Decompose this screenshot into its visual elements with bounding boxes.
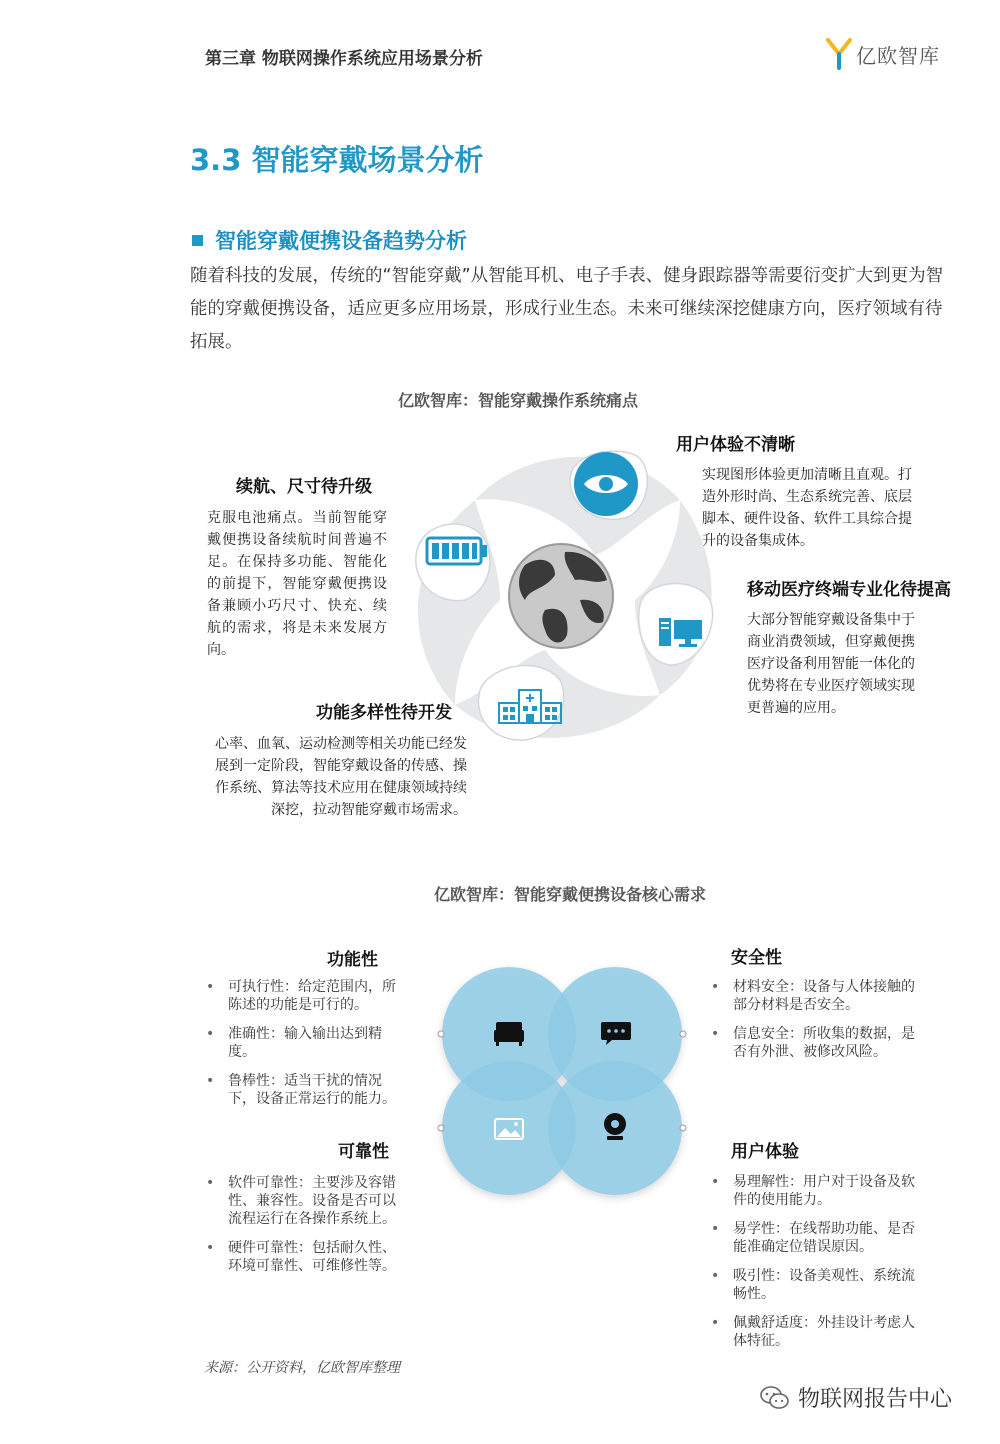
connector-dot (438, 1031, 444, 1037)
block-medical-text: 大部分智能穿戴设备集中于商业消费领域，但穿戴便携医疗设备利用智能一体化的优势将在专业医疗领域实现更普遍的应用。 (747, 612, 915, 716)
intro-paragraph: 随着科技的发展，传统的“智能穿戴”从智能耳机、电子手表、健身跟踪器等需要衍变扩大到更为智能的穿戴便携设备，适应更多应用场景，形成行业生态。未来可继续深挖健康方向，医疗领域有待拓展。 (190, 266, 944, 352)
block-function-text: 心率、血氧、运动检测等相关功能已经发展到一定阶段，智能穿戴设备的传感、操作系统、算法等技术应用在健康领域持续深挖，拉动智能穿戴市场需求。 (215, 736, 467, 818)
list-item: • 鲁棒性：适当干扰的情况下，设备正常运行的能力。 (206, 1072, 401, 1108)
security-title: 安全性 (731, 948, 782, 968)
list-item: • 准确性：输入输出达到精度。 (206, 1025, 401, 1061)
block-ux-text: 实现图形体验更加清晰且直观。打造外形时尚、生态系统完善、底层脚本、硬件设备、软件工具综合提升的设备集成体。 (702, 467, 912, 549)
source-note: 来源：公开资料，亿欧智库整理 (204, 1360, 400, 1376)
block-ux-title: 用户体验不清晰 (676, 435, 795, 455)
figure2-title: 亿欧智库：智能穿戴便携设备核心需求 (433, 885, 706, 904)
functionality-list (206, 978, 401, 1119)
figure1-title: 亿欧智库：智能穿戴操作系统痛点 (397, 391, 638, 410)
user-experience-title: 用户体验 (731, 1142, 799, 1162)
user-experience-list (711, 1173, 921, 1361)
list-item: • 佩戴舒适度：外挂设计考虑人体特征。 (711, 1314, 921, 1350)
chapter-title: 第三章 物联网操作系统应用场景分析 (205, 49, 483, 69)
list-item: • 软件可靠性：主要涉及容错性、兼容性。设备是否可以流程运行在各操作系统上。 (206, 1174, 401, 1228)
block-battery-title: 续航、尺寸待升级 (236, 477, 372, 497)
square-bullet-icon (192, 235, 203, 246)
subheading (192, 225, 467, 255)
functionality-title: 功能性 (327, 950, 378, 970)
reliability-list (206, 1174, 401, 1286)
list-item: • 信息安全：所收集的数据，是否有外泄、被修改风险。 (711, 1025, 921, 1061)
connector-dot (680, 1125, 686, 1131)
list-item: • 吸引性：设备美观性、系统流畅性。 (711, 1267, 921, 1303)
core-needs-diagram (432, 958, 692, 1208)
security-list (711, 978, 921, 1072)
list-item: • 硬件可靠性：包括耐久性、环境可靠性、可维修性等。 (206, 1239, 401, 1275)
block-medical-title: 移动医疗终端专业化待提高 (747, 580, 951, 600)
eye-icon (574, 452, 638, 516)
logo-mark-icon (826, 38, 852, 70)
watermark (760, 1382, 952, 1413)
subheading-text: 智能穿戴便携设备趋势分析 (215, 229, 467, 253)
section-title: 3.3 智能穿戴场景分析 (190, 143, 484, 177)
watermark-text: 物联网报告中心 (798, 1387, 953, 1412)
connector-dot (680, 1031, 686, 1037)
block-function-title: 功能多样性待开发 (316, 703, 452, 723)
logo (826, 36, 940, 72)
connector-dot (438, 1125, 444, 1131)
reliability-title: 可靠性 (338, 1142, 389, 1162)
list-item: • 可执行性：给定范围内，所陈述的功能是可行的。 (206, 978, 401, 1014)
globe-icon (509, 544, 613, 648)
list-item: • 材料安全：设备与人体接触的部分材料是否安全。 (711, 978, 921, 1014)
logo-text: 亿欧智库 (856, 43, 940, 68)
wechat-icon (760, 1385, 790, 1411)
list-item: • 易理解性：用户对于设备及软件的使用能力。 (711, 1173, 921, 1209)
list-item: • 易学性：在线帮助功能、是否能准确定位错误原因。 (711, 1220, 921, 1256)
block-battery-text: 克服电池痛点。当前智能穿戴便携设备续航时间普遍不足。在保持多功能、智能化的前提下，智能穿戴便携设备兼顾小巧尺寸、快充、续航的需求，将是未来发展方向。 (207, 510, 387, 658)
